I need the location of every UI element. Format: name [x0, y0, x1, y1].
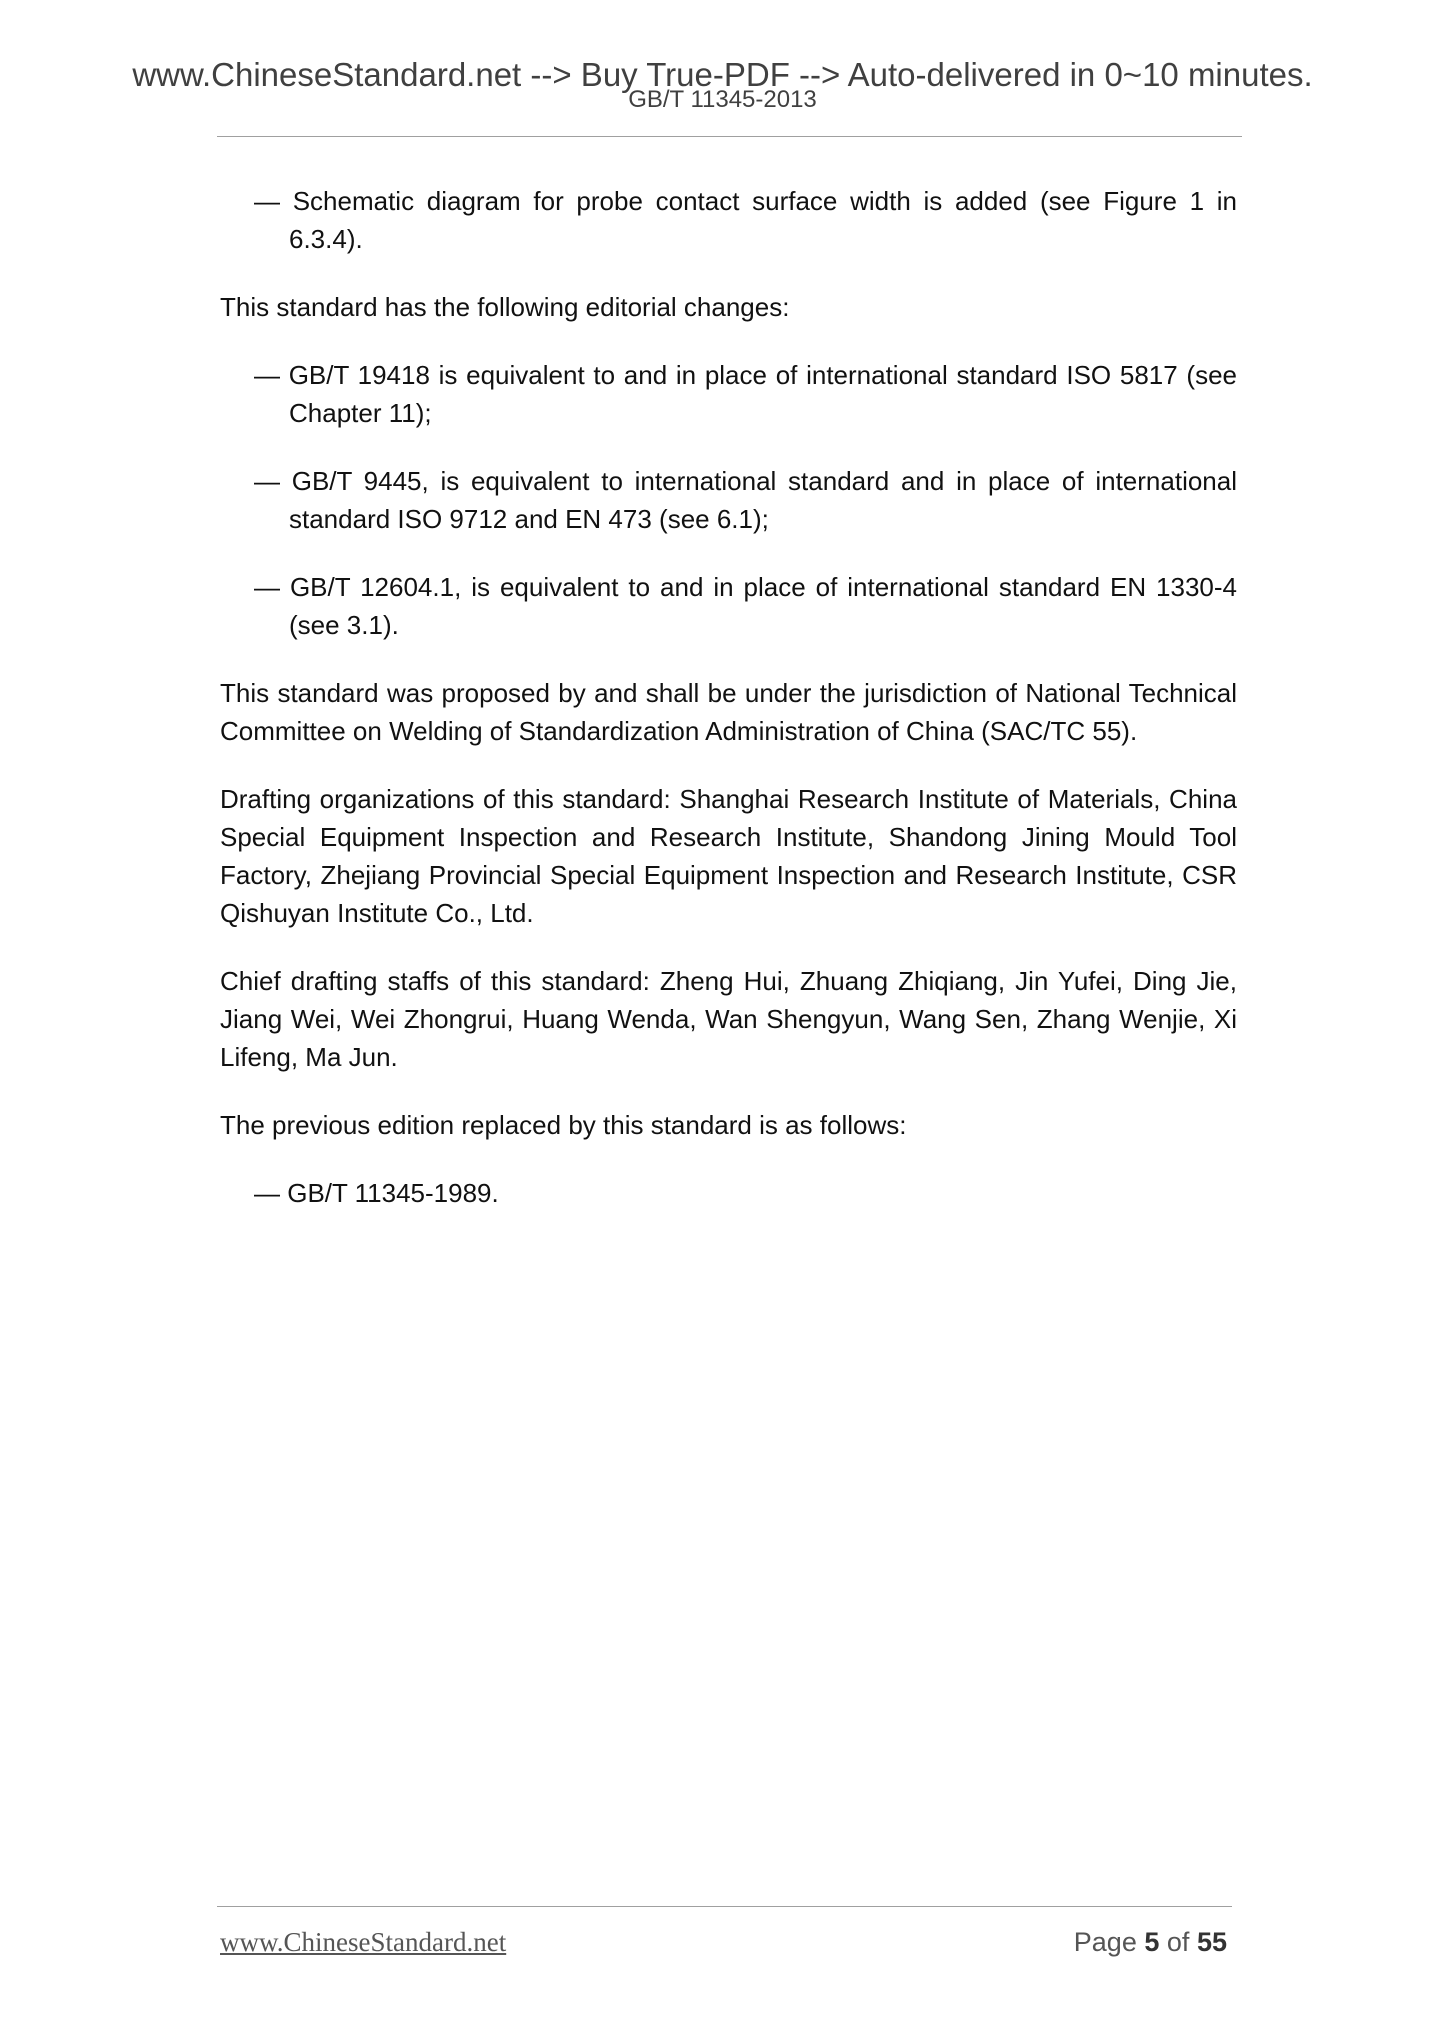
- previous-edition-heading: The previous edition replaced by this standard is as follows:: [220, 1110, 907, 1140]
- editorial-heading: This standard has the following editorial changes:: [220, 292, 790, 322]
- drafting-organizations-paragraph: Drafting organizations of this standard: Shanghai Research Institute of Materials, China Special Equipment Inspection and Research Institute, Shandong Jining Mould Tool Factory, Zhejiang Provincial Special Equipment Inspection and Research Institute, CSR Qishuyan Institute Co., Ltd.: [220, 784, 1237, 928]
- editorial-item: — GB/T 19418 is equivalent to and in place of international standard ISO 5817 (see Chapter 11);: [254, 360, 1237, 428]
- header-divider: [217, 136, 1242, 137]
- footer-divider: [217, 1906, 1232, 1907]
- page-of-label: of: [1166, 1927, 1190, 1957]
- page-current-number: 5: [1144, 1927, 1160, 1957]
- document-body: [220, 182, 1237, 1242]
- editorial-item: — GB/T 12604.1, is equivalent to and in place of international standard EN 1330-4 (see 3.1).: [254, 572, 1237, 640]
- page-label: Page: [1073, 1927, 1137, 1957]
- intro-list-item: — Schematic diagram for probe contact surface width is added (see Figure 1 in 6.3.4).: [254, 186, 1237, 254]
- page-indicator: [1074, 1926, 1227, 1958]
- standard-code: GB/T 11345-2013: [628, 86, 817, 113]
- header-banner: www.ChineseStandard.net --> Buy True-PDF --> Auto-delivered in 0~10 minutes.: [132, 56, 1313, 93]
- proposed-by-paragraph: This standard was proposed by and shall be under the jurisdiction of National Technical Committee on Welding of Standardization Administration of China (SAC/TC 55).: [220, 678, 1237, 746]
- editorial-item: — GB/T 9445, is equivalent to international standard and in place of international standard ISO 9712 and EN 473 (see 6.1);: [254, 466, 1237, 534]
- page-total-number: 55: [1196, 1927, 1227, 1957]
- chief-drafting-staffs-paragraph: Chief drafting staffs of this standard: Zheng Hui, Zhuang Zhiqiang, Jin Yufei, Ding Jie, Jiang Wei, Wei Zhongrui, Huang Wenda, Wan Shengyun, Wang Sen, Zhang Wenjie, Xi Lifeng, Ma Jun.: [220, 966, 1237, 1072]
- footer-site-link[interactable]: www.ChineseStandard.net: [220, 1927, 507, 1957]
- previous-edition-item: — GB/T 11345-1989.: [254, 1178, 499, 1208]
